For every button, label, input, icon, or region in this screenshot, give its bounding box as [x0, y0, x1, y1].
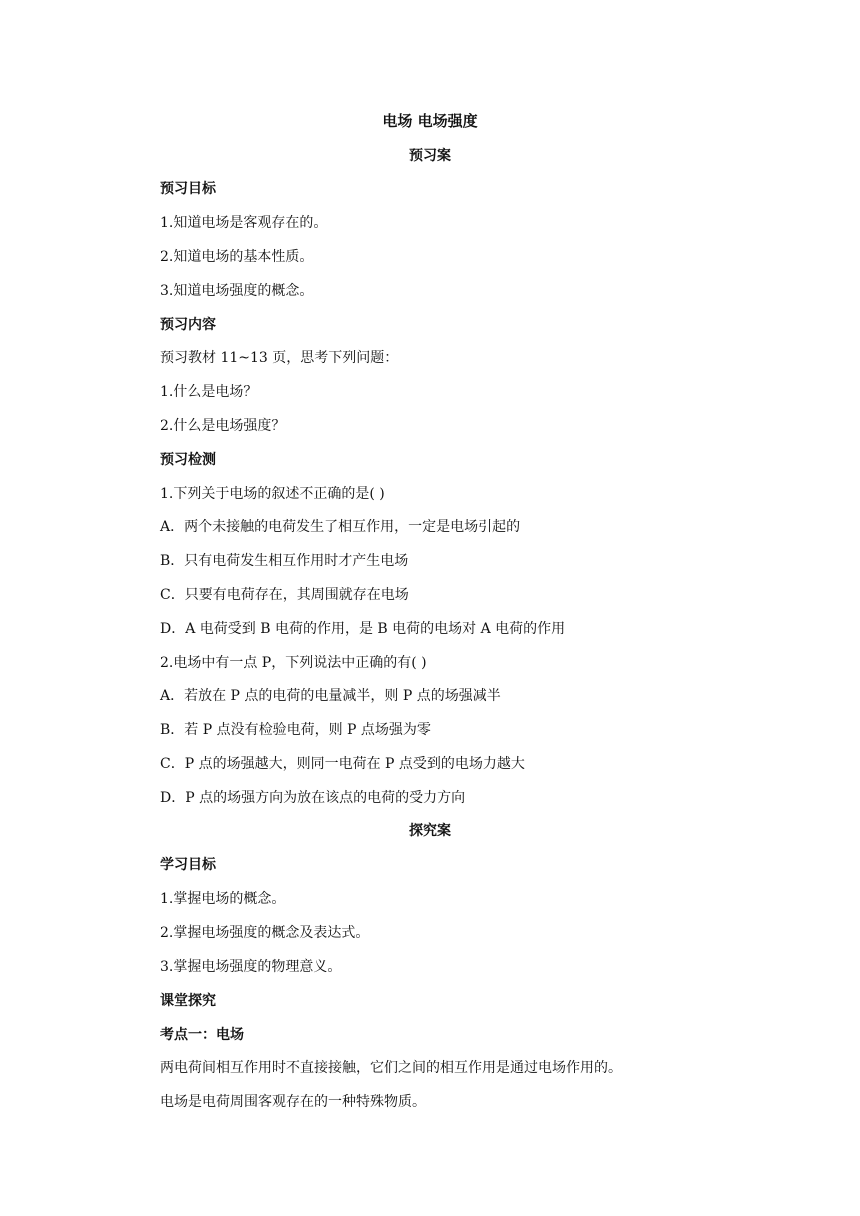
question-1-option: B．只有电荷发生相互作用时才产生电场 [160, 553, 409, 569]
preview-question-item: 2.什么是电场强度？ [160, 418, 286, 434]
heading-classroom-inquiry: 课堂探究 [160, 993, 216, 1009]
learning-goal-item: 1.掌握电场的概念。 [160, 891, 286, 907]
preview-goal-item: 1.知道电场是客观存在的。 [160, 215, 328, 231]
heading-preview-check: 预习检测 [160, 452, 216, 468]
preview-content-intro: 预习教材 11~13 页，思考下列问题： [160, 350, 399, 366]
question-2-option: B．若 P 点没有检验电荷，则 P 点场强为零 [160, 722, 431, 738]
heading-point-1: 考点一：电场 [160, 1027, 244, 1043]
heading-learning-goals: 学习目标 [160, 857, 216, 873]
question-1-option: C．只要有电荷存在，其周围就存在电场 [160, 587, 409, 603]
question-2-option: A．若放在 P 点的电荷的电量减半，则 P 点的场强减半 [160, 688, 501, 704]
heading-preview-content: 预习内容 [160, 317, 216, 333]
question-1-stem: 1.下列关于电场的叙述不正确的是( ) [160, 486, 385, 502]
preview-goal-item: 2.知道电场的基本性质。 [160, 249, 314, 265]
section-heading-preview: 预习案 [409, 148, 451, 164]
question-1-option: D．A 电荷受到 B 电荷的作用，是 B 电荷的电场对 A 电荷的作用 [160, 621, 566, 637]
document-title: 电场 电场强度 [382, 112, 478, 130]
preview-question-item: 1.什么是电场？ [160, 384, 258, 400]
point-1-text: 电场是电荷周围客观存在的一种特殊物质。 [160, 1094, 426, 1110]
learning-goal-item: 3.掌握电场强度的物理意义。 [160, 959, 342, 975]
question-2-option: C．P 点的场强越大，则同一电荷在 P 点受到的电场力越大 [160, 756, 525, 772]
heading-preview-goals: 预习目标 [160, 181, 216, 197]
question-2-stem: 2.电场中有一点 P，下列说法中正确的有( ) [160, 655, 427, 671]
question-2-option: D．P 点的场强方向为放在该点的电荷的受力方向 [160, 790, 466, 806]
learning-goal-item: 2.掌握电场强度的概念及表达式。 [160, 925, 370, 941]
section-heading-inquiry: 探究案 [409, 823, 451, 839]
preview-goal-item: 3.知道电场强度的概念。 [160, 283, 314, 299]
question-1-option: A．两个未接触的电荷发生了相互作用，一定是电场引起的 [160, 519, 521, 535]
point-1-text: 两电荷间相互作用时不直接接触，它们之间的相互作用是通过电场作用的。 [160, 1060, 622, 1076]
